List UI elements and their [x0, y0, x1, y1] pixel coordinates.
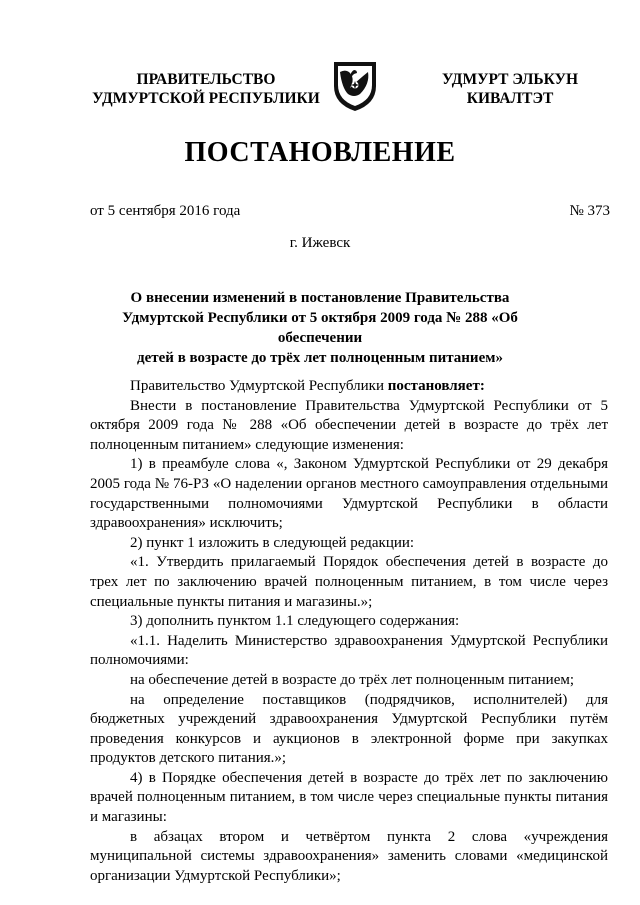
intro-text: Правительство Удмуртской Республики [130, 378, 388, 394]
body-paragraph: 2) пункт 1 изложить в следующей редакции: [130, 534, 415, 551]
intro-bold: постановляет: [387, 378, 485, 394]
body-paragraph: «1.1. Наделить Министерство здравоохранения Удмуртской Республики полномочиями: [90, 632, 608, 669]
subject-line: Удмуртской Республики от 5 октября 2009 года № 288 «Об обеспечении [122, 310, 518, 346]
header-left-line2: УДМУРТСКОЙ РЕСПУБЛИКИ [92, 90, 320, 107]
body-paragraph: Внести в постановление Правительства Удмуртской Республики от 5 октября 2009 года № 288 «Об обеспечении детей в возрасте до трёх лет полноценным питанием» следующие изменения: [90, 397, 608, 453]
document-body [90, 377, 608, 886]
header-right-line2: КИВАЛТЭТ [466, 90, 554, 107]
header-left-line1: ПРАВИТЕЛЬСТВО [136, 71, 276, 88]
body-paragraph: 1) в преамбуле слова «, Законом Удмуртской Республики от 29 декабря 2005 года № 76-РЗ «О наделении органов местного самоуправления отдельными государственными полномочиями Удмуртской Республики в области здравоохранения» исключить; [90, 456, 608, 532]
intro-paragraph [90, 377, 608, 397]
document-number: № 373 [569, 203, 610, 219]
body-paragraph: 3) дополнить пунктом 1.1 следующего содержания: [130, 613, 460, 630]
body-paragraph: на обеспечение детей в возрасте до трёх лет полноценным питанием; [130, 671, 575, 688]
coat-of-arms-swan-icon [330, 58, 380, 113]
body-paragraph: на определение поставщиков (подрядчиков, исполнителей) для бюджетных учреждений здравоохранения Удмуртской Республики путём проведения конкурсов и аукционов в электронной форме при закупках продуктов детского питания.»; [90, 691, 608, 767]
subject-line: О внесении изменений в постановление Правительства [130, 290, 510, 306]
body-paragraph: «1. Утвердить прилагаемый Порядок обеспечения детей в возрасте до трех лет по заключению врачей полноценным питанием, в том числе через специальные пункты питания и магазины.»; [90, 554, 608, 610]
document-title: ПОСТАНОВЛЕНИЕ [184, 137, 456, 168]
header-right [440, 70, 580, 108]
header-left [90, 70, 322, 108]
header-right-line1: УДМУРТ ЭЛЬКУН [441, 71, 579, 88]
document-subject [110, 288, 530, 368]
subject-line: детей в возрасте до трёх лет полноценным питанием» [137, 350, 503, 366]
body-paragraph: в абзацах втором и четвёртом пункта 2 слова «учреждения муниципальной системы здравоохранения» заменить словами «медицинской организации Удмуртской Республики»; [90, 828, 608, 884]
body-paragraph: 4) в Порядке обеспечения детей в возрасте до трёх лет по заключению врачей полноценным питанием, в том числе через специальные пункты питания и магазины: [90, 769, 608, 826]
document-city: г. Ижевск [289, 235, 351, 251]
document-date: от 5 сентября 2016 года [90, 203, 241, 219]
